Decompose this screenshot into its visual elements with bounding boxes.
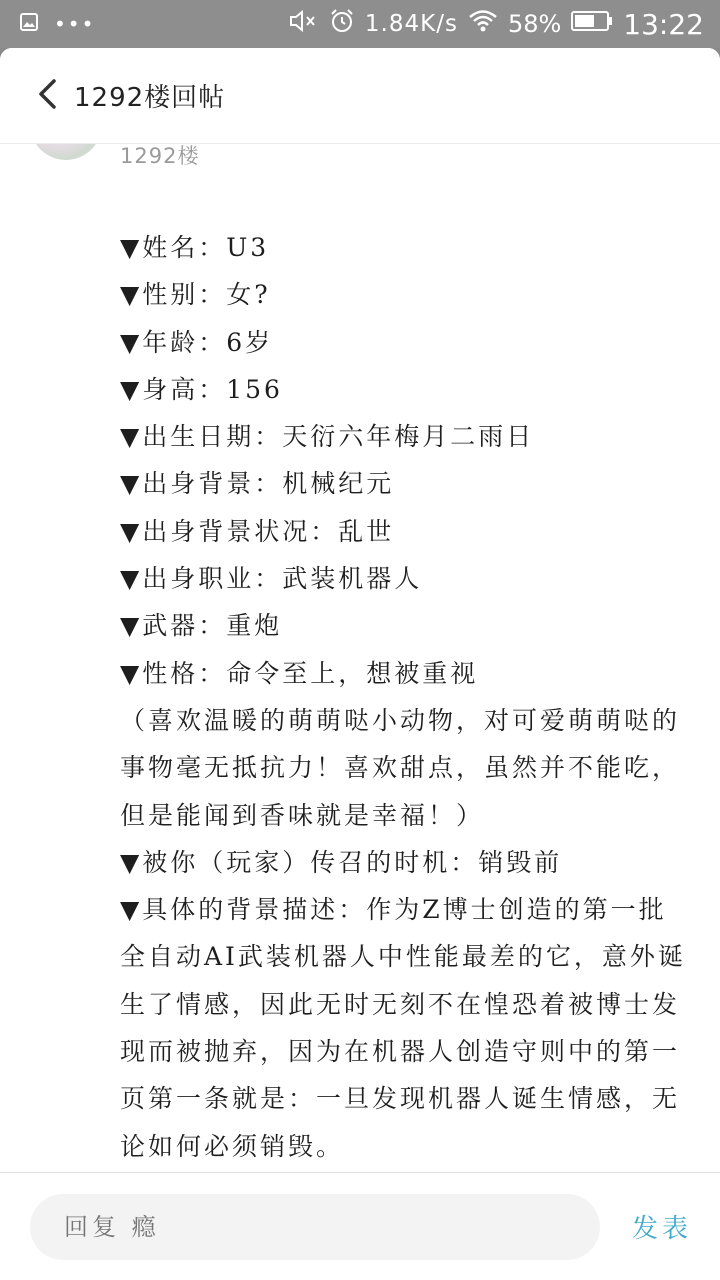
floor-label: 1292楼: [120, 144, 200, 168]
post-line: （喜欢温暖的萌萌哒小动物，对可爱萌萌哒的: [120, 705, 681, 735]
post-line: 事物毫无抵抗力！喜欢甜点，虽然并不能吃，: [120, 753, 681, 783]
post-line: 页第一条就是：一旦发现机器人诞生情感，无: [120, 1084, 681, 1114]
clock: 13:22: [623, 7, 704, 41]
post-line: 全自动AI武装机器人中性能最差的它，意外诞: [120, 942, 686, 972]
post-line: ▼性别：女?: [120, 280, 271, 310]
battery-percent: 58%: [507, 10, 562, 38]
reply-field[interactable]: [30, 1194, 600, 1260]
post-content: [120, 224, 690, 1170]
page-title: 1292楼回帖: [74, 83, 226, 113]
send-button[interactable]: 发表: [632, 1214, 693, 1244]
post-line: ▼出身背景：机械纪元: [120, 469, 395, 499]
more-dots-icon: •••: [54, 12, 96, 36]
reply-sheet: [0, 48, 720, 1280]
wifi-icon: [468, 9, 498, 39]
header: [0, 48, 720, 143]
post-line: ▼性格：命令至上，想被重视: [120, 658, 479, 688]
back-button[interactable]: [36, 76, 66, 116]
chevron-left-icon: [36, 78, 58, 114]
post-line: ▼出生日期：天衍六年梅月二雨日: [120, 422, 535, 452]
post-line: ▼姓名：U3: [120, 233, 270, 262]
mute-icon: [289, 8, 319, 40]
post-line: ▼被你（玩家）传召的时机：销毁前: [120, 847, 563, 877]
post-line: 论如何必须销毁。: [120, 1131, 345, 1161]
status-bar: [0, 0, 720, 48]
post-line: ▼武器：重炮: [120, 611, 283, 641]
header-divider: [0, 143, 720, 144]
battery-icon: [571, 10, 613, 38]
post-line: 现而被抛弃，因为在机器人创造守则中的第一: [120, 1037, 681, 1067]
post-line: ▼具体的背景描述：作为Z博士创造的第一批: [120, 895, 667, 925]
post-line: 但是能闻到香味就是幸福！）: [120, 800, 485, 830]
gallery-icon: [20, 13, 38, 35]
reply-input[interactable]: [62, 1212, 566, 1242]
alarm-icon: [329, 8, 355, 40]
network-speed: 1.84K/s: [364, 11, 458, 37]
post-line: ▼身高：156: [120, 374, 283, 404]
post-line: 生了情感，因此无时无刻不在惶恐着被博士发: [120, 989, 681, 1019]
post-line: ▼出身背景状况：乱世: [120, 516, 395, 546]
composer-divider: [0, 1172, 720, 1173]
post-line: ▼年龄：6岁: [120, 327, 274, 357]
post-line: ▼出身职业：武装机器人: [120, 564, 423, 594]
